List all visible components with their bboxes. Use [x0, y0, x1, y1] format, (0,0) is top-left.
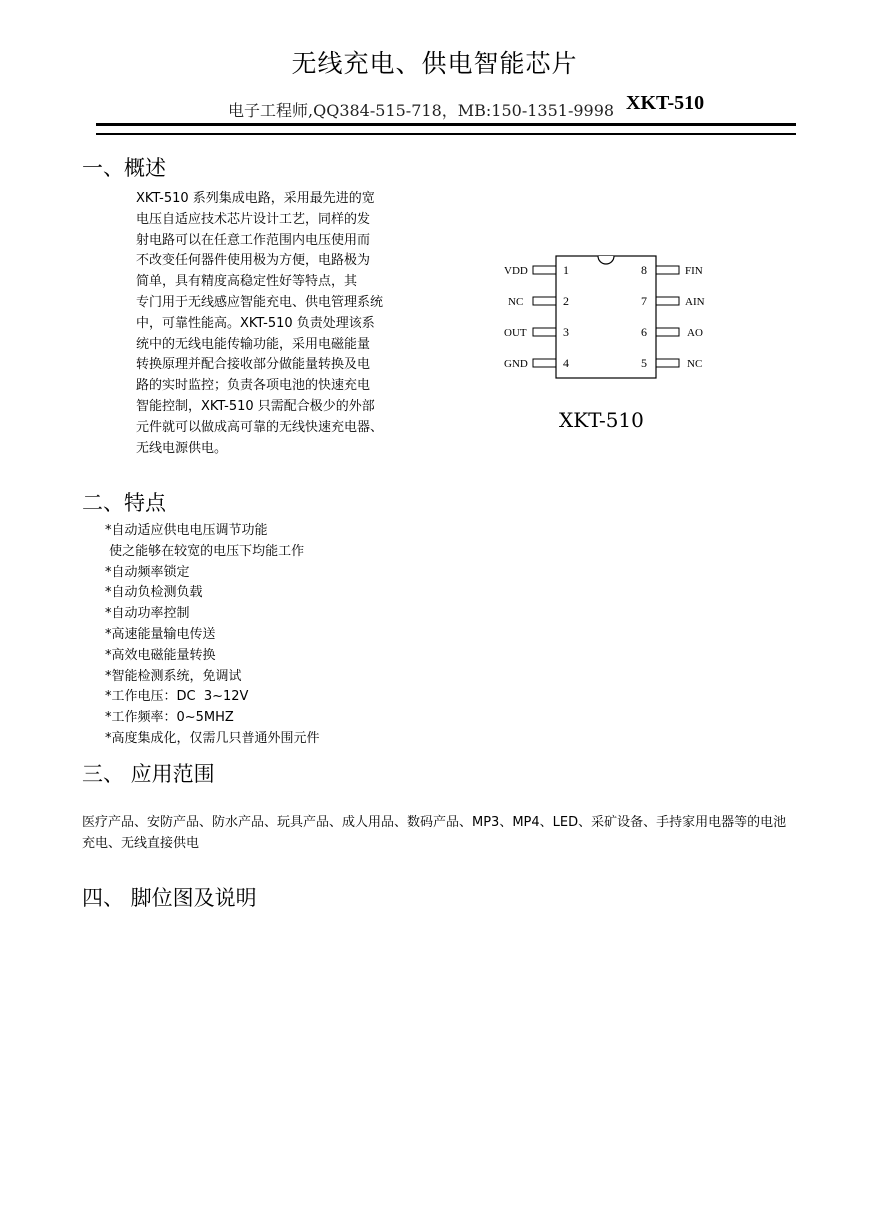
- feature-item: 使之能够在较宽的电压下均能工作: [105, 543, 305, 559]
- pin-7-lead: [656, 297, 679, 305]
- pin-5-number: 5: [641, 356, 647, 370]
- feature-item: *自动功率控制: [105, 606, 190, 622]
- pin-4-lead: [533, 359, 556, 367]
- feature-item: *高速能量输电传送: [105, 626, 216, 642]
- feature-item: *高效电磁能量转换: [105, 647, 216, 663]
- pin-4-label: GND: [504, 358, 528, 370]
- contact-info: 电子工程师,QQ384-515-718，MB:150-1351-9998: [228, 101, 615, 120]
- pin-6-number: 6: [641, 325, 647, 339]
- pin-5-lead: [656, 359, 679, 367]
- pin-6-lead: [656, 328, 679, 336]
- features-list: [105, 521, 320, 750]
- overview-line: 中，可靠性能高。XKT-510 负责处理该系: [136, 315, 375, 331]
- pin-4-number: 4: [563, 356, 569, 370]
- overview-line: 专门用于无线感应智能充电、供电管理系统: [136, 294, 384, 310]
- pin-2-number: 2: [563, 294, 569, 308]
- feature-item: *自动适应供电电压调节功能: [105, 523, 268, 538]
- overview-line: 路的实时监控；负责各项电池的快速充电: [136, 378, 371, 394]
- overview-line: 电压自适应技术芯片设计工艺，同样的发: [136, 211, 371, 227]
- applications-text: 医疗产品、安防产品、防水产品、玩具产品、成人用品、数码产品、MP3、MP4、LED、采矿设备、手持家用电器等的电池充电、无线直接供电: [82, 815, 787, 851]
- pin-5-label: NC: [687, 358, 703, 370]
- pin-1-lead: [533, 266, 556, 274]
- pin-6-label: AO: [687, 327, 703, 339]
- overview-heading: 一、概述: [82, 156, 166, 180]
- overview-line: 射电路可以在任意工作范围内电压使用而: [136, 232, 371, 248]
- header-rule-thin: [96, 133, 796, 135]
- pin-1-label: VDD: [504, 265, 528, 277]
- overview-line: 统中的无线电能传输功能，采用电磁能量: [136, 336, 371, 352]
- feature-item: *智能检测系统，免调试: [105, 668, 242, 684]
- overview-line: 元件就可以做成高可靠的无线快速充电器、: [136, 419, 384, 435]
- pin-3-number: 3: [563, 325, 569, 339]
- pin-8-lead: [656, 266, 679, 274]
- overview-line: XKT-510 系列集成电路，采用最先进的宽: [136, 191, 375, 206]
- chip-pinout-diagram: [500, 252, 730, 387]
- pin-2-label: NC: [508, 296, 524, 308]
- feature-item: *工作频率：0~5MHZ: [105, 710, 234, 726]
- overview-text: [136, 189, 436, 459]
- pinout-heading: 四、 脚位图及说明: [82, 886, 257, 910]
- feature-item: *高度集成化，仅需几只普通外围元件: [105, 730, 320, 746]
- chip-notch: [598, 256, 614, 264]
- overview-line: 转换原理并配合接收部分做能量转换及电: [136, 357, 371, 373]
- pin-3-lead: [533, 328, 556, 336]
- overview-line: 简单，具有精度高稳定性好等特点，其: [136, 274, 358, 290]
- pin-7-number: 7: [641, 294, 647, 308]
- page-title: 无线充电、供电智能芯片: [291, 49, 578, 78]
- overview-line: 不改变任何器件使用极为方便，电路极为: [136, 253, 371, 269]
- chip-caption: XKT-510: [559, 408, 644, 432]
- header-rule-thick: [96, 123, 796, 126]
- feature-item: *自动负检测负载: [105, 585, 203, 601]
- overview-line: 智能控制，XKT-510 只需配合极少的外部: [136, 398, 375, 414]
- pin-1-number: 1: [563, 263, 569, 277]
- pin-7-label: AIN: [685, 296, 705, 308]
- model-number: XKT-510: [626, 92, 705, 114]
- features-heading: 二、特点: [82, 491, 166, 515]
- pin-8-number: 8: [641, 263, 647, 277]
- applications-heading: 三、 应用范围: [82, 762, 215, 786]
- feature-item: *自动频率锁定: [105, 564, 190, 580]
- feature-item: *工作电压：DC 3~12V: [105, 689, 249, 705]
- pin-3-label: OUT: [504, 327, 527, 339]
- pin-8-label: FIN: [685, 265, 703, 277]
- pin-2-lead: [533, 297, 556, 305]
- overview-line: 无线电源供电。: [136, 440, 228, 456]
